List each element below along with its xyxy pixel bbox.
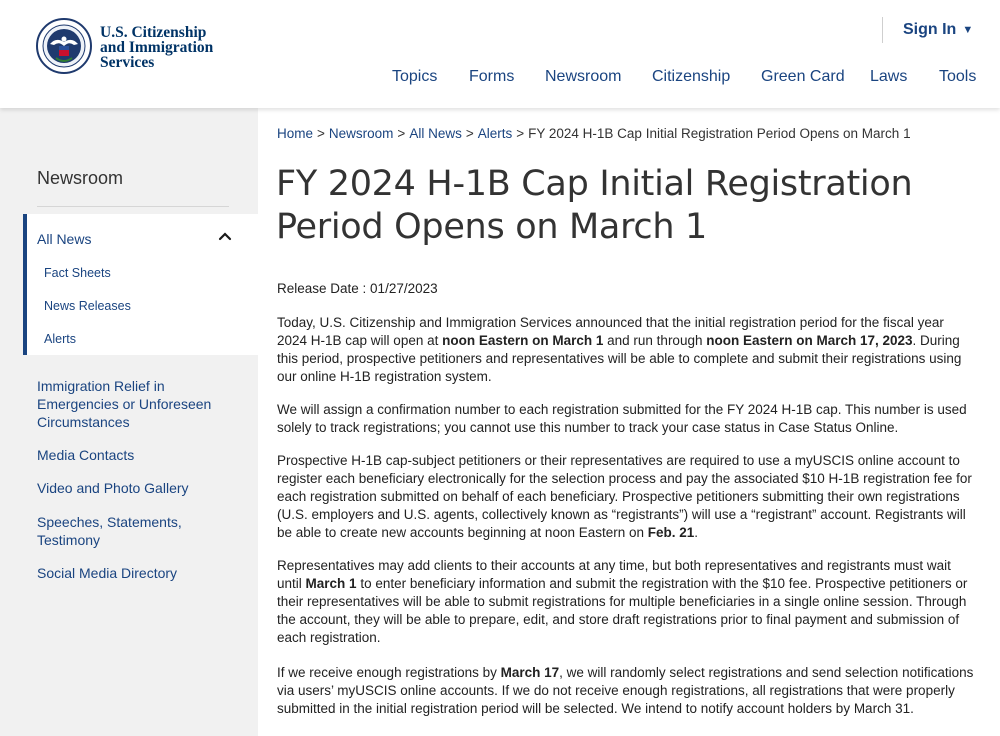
sidebar-item-video-photo-gallery[interactable]: Video and Photo Gallery [37, 480, 189, 496]
p5-bold-1: March 17 [500, 665, 560, 680]
breadcrumb-home[interactable]: Home [277, 126, 314, 141]
sidebar [0, 108, 258, 736]
sidebar-group-all-news [23, 214, 258, 355]
p4-text-2: to enter beneficiary information and submit the registration with the $10 fee. Prospective petitioners or their representatives will be able to submit registrations for multiple beneficiaries in a single online session. Through the account, they will be able to prepare, edit, and store draft registrations prior to final payment and submission of each registration. [277, 576, 968, 645]
nav-laws[interactable]: Laws [870, 68, 908, 85]
article-paragraph-1 [277, 314, 977, 386]
article-paragraph-2: We will assign a confirmation number to each registration submitted for the FY 2024 H-1B cap. This number is used solely to track registrations; you cannot use this number to track your case status in Case Status Online. [277, 402, 967, 435]
chevron-up-icon[interactable] [218, 229, 232, 243]
dhs-seal-icon [36, 18, 92, 74]
agency-name-line-1: U.S. Citizenship [100, 24, 207, 41]
p1-text-1: Today, U.S. Citizenship and Immigration Services announced that the initial registration period for the fiscal year 2024 H-1B cap will open at [277, 315, 944, 348]
p3-bold-1: Feb. 21 [647, 525, 695, 540]
article-paragraph-4 [277, 557, 977, 647]
sidebar-item-news-releases[interactable]: News Releases [44, 299, 131, 313]
site-header [0, 0, 1000, 108]
breadcrumb-all-news[interactable]: All News [409, 126, 462, 141]
p5-text-1: If we receive enough registrations by [277, 665, 501, 680]
breadcrumb-newsroom[interactable]: Newsroom [328, 126, 394, 141]
breadcrumb-alerts[interactable]: Alerts [477, 126, 513, 141]
release-date: Release Date : 01/27/2023 [277, 281, 438, 296]
p4-bold-1: March 1 [305, 576, 357, 591]
nav-green-card[interactable]: Green Card [761, 68, 845, 85]
sidebar-item-immigration-relief[interactable]: Immigration Relief in Emergencies or Unforeseen Circumstances [37, 378, 212, 430]
nav-newsroom[interactable]: Newsroom [545, 68, 622, 85]
breadcrumb-separator: > [397, 126, 406, 141]
sidebar-item-social-media[interactable]: Social Media Directory [37, 565, 178, 581]
p5-text-2: , we will randomly select registrations and send selection notifications via users’ myUSCIS online accounts. If we do not receive enough registrations, all registrations that were properly submitted in the initial registration period will be selected. We intend to notify account holders by March 31. [277, 665, 974, 716]
breadcrumb-separator: > [465, 126, 474, 141]
uscis-logo[interactable] [36, 18, 213, 74]
breadcrumb-separator: > [516, 126, 525, 141]
nav-tools[interactable]: Tools [939, 68, 977, 85]
sidebar-title: Newsroom [37, 168, 124, 188]
nav-citizenship[interactable]: Citizenship [652, 68, 731, 85]
sign-in-button[interactable] [882, 17, 973, 43]
sidebar-item-alerts[interactable]: Alerts [44, 332, 76, 346]
agency-name [100, 25, 213, 70]
article-paragraph-5 [277, 664, 977, 718]
breadcrumb-separator: > [317, 126, 325, 141]
agency-name-line-3: Services [100, 54, 155, 71]
sidebar-item-speeches[interactable]: Speeches, Statements, Testimony [37, 514, 182, 548]
p1-text-3: . During this period, prospective petitioners and representatives will be able to complete and submit their registrations using our online H-1B registration system. [277, 333, 962, 384]
sign-in-label: Sign In [903, 21, 957, 38]
p3-text-1: Prospective H-1B cap-subject petitioners or their representatives are required to use a myUSCIS online account to register each beneficiary electronically for the selection process and pay the associated $10 H-1B registration fee for each registration submitted on behalf of each beneficiary. Prospective petitioners submitting their own registrations (U.S. employers and U.S. agents, collectively known as “registrants”) will use a “registrant” account. Registrants will be able to create new accounts beginning at noon Eastern on [277, 453, 972, 540]
p1-bold-2: noon Eastern on March 17, 2023 [706, 333, 913, 348]
p4-text-1: Representatives may add clients to their accounts at any time, but both representatives and registrants must wait until [277, 558, 951, 591]
breadcrumb [277, 126, 911, 141]
page-title: FY 2024 H-1B Cap Initial Registration Period Opens on March 1 [276, 164, 913, 247]
p1-text-2: and run through [603, 333, 707, 348]
sidebar-item-all-news[interactable]: All News [37, 231, 92, 247]
sidebar-item-media-contacts[interactable]: Media Contacts [37, 447, 135, 463]
sidebar-item-fact-sheets[interactable]: Fact Sheets [44, 266, 111, 280]
breadcrumb-current: FY 2024 H-1B Cap Initial Registration Period Opens on March 1 [528, 126, 911, 141]
nav-topics[interactable]: Topics [392, 68, 438, 85]
main-nav [0, 68, 1000, 88]
caret-down-icon: ▼ [962, 24, 974, 36]
p1-bold-1: noon Eastern on March 1 [442, 333, 604, 348]
article-paragraph-3 [277, 452, 977, 542]
nav-forms[interactable]: Forms [469, 68, 515, 85]
agency-name-line-2: and Immigration [100, 39, 214, 56]
p3-text-2: . [694, 525, 699, 540]
sidebar-divider [37, 206, 229, 207]
